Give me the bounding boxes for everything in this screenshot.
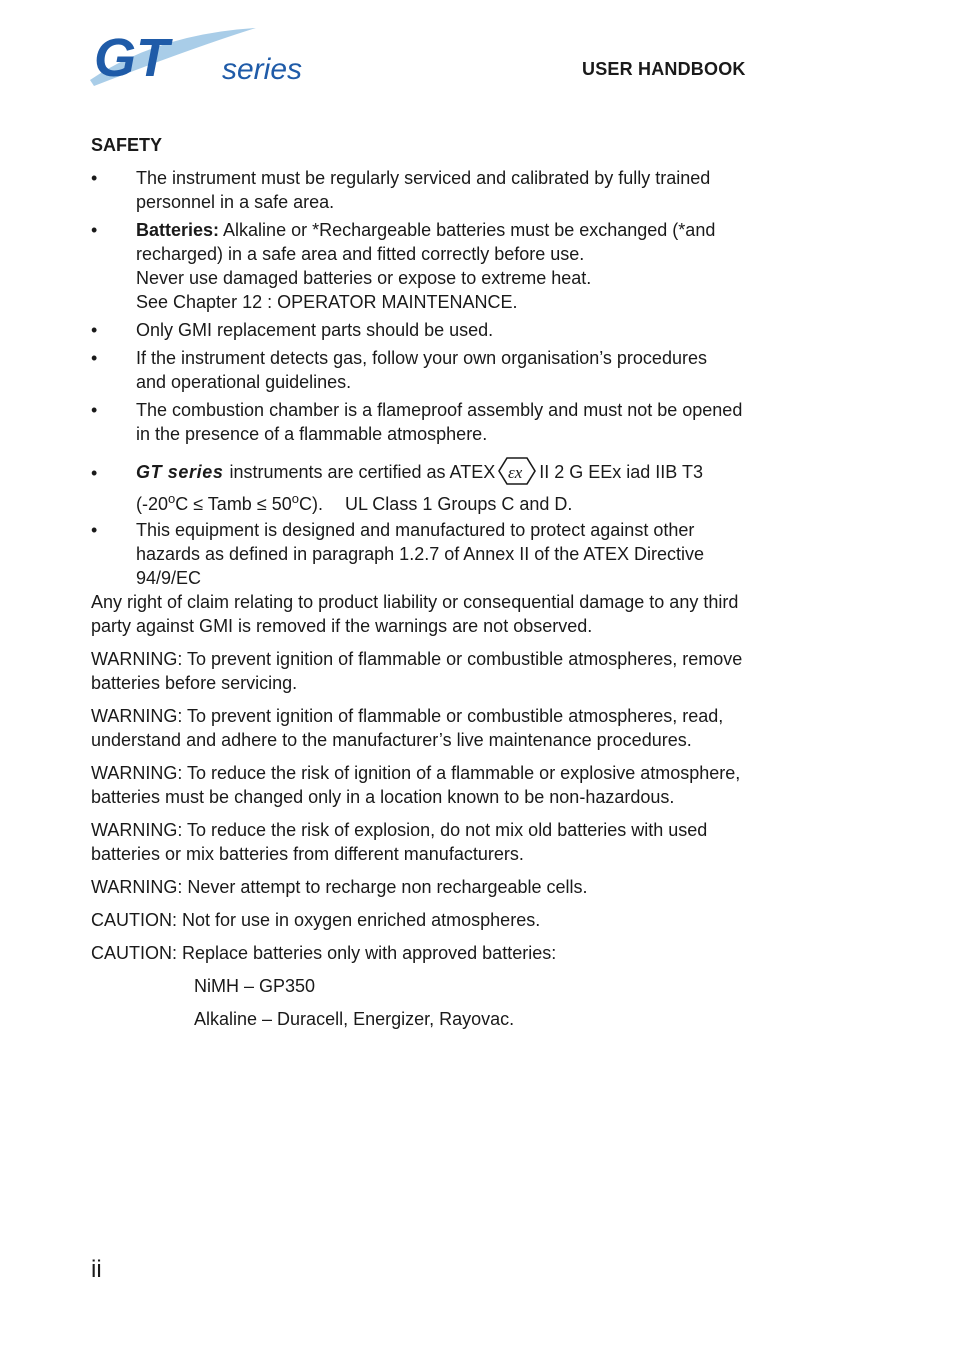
- bullet-icon: •: [91, 168, 98, 188]
- warning-recharge: [91, 875, 759, 899]
- bullet-item-combustion-chamber: [91, 398, 759, 446]
- bullet-icon: •: [91, 400, 98, 420]
- bullet-line: and operational guidelines.: [136, 372, 352, 392]
- paragraph-line: CAUTION: Not for use in oxygen enriched atmospheres.: [91, 910, 541, 930]
- bullet-icon: •: [91, 463, 98, 483]
- paragraph-line: understand and adhere to the manufacturer’s live maintenance procedures.: [91, 730, 692, 750]
- paragraph-line: WARNING: To prevent ignition of flammable or combustible atmospheres, read,: [91, 706, 724, 726]
- warning-mixing-batteries: [91, 818, 759, 866]
- section-title: SAFETY: [91, 135, 163, 155]
- caution-oxygen: [91, 908, 759, 932]
- bullet-line: This equipment is designed and manufactured to protect against other: [136, 520, 695, 540]
- paragraph-line: CAUTION: Replace batteries only with approved batteries:: [91, 943, 557, 963]
- caution-approved-batteries: [91, 941, 759, 965]
- warning-non-hazardous-location: [91, 761, 759, 809]
- bullet-line: The combustion chamber is a flameproof assembly and must not be opened: [136, 400, 743, 420]
- batteries-text: Alkaline or *Rechargeable batteries must be exchanged (*and: [219, 220, 716, 240]
- atex-class-text: II 2 G EEx iad IIB T3: [539, 462, 703, 482]
- degree-sign: o: [291, 491, 299, 506]
- bullet-line: hazards as defined in paragraph 1.2.7 of Annex II of the ATEX Directive: [136, 544, 705, 564]
- batteries-label: Batteries:: [136, 220, 220, 240]
- bullet-line: Never use damaged batteries or expose to extreme heat.: [136, 268, 592, 288]
- bullet-line: [136, 218, 759, 242]
- safety-content: [91, 166, 759, 1040]
- bullet-line: See Chapter 12 : OPERATOR MAINTENANCE.: [136, 292, 518, 312]
- paragraph-line: WARNING: To reduce the risk of ignition of a flammable or explosive atmosphere,: [91, 763, 741, 783]
- header-title: USER HANDBOOK: [582, 59, 746, 79]
- bullet-line: personnel in a safe area.: [136, 192, 335, 212]
- paragraph-line: batteries before servicing.: [91, 673, 298, 693]
- temp-range-a: (-20: [136, 494, 169, 514]
- paragraph-line: batteries or mix batteries from different manufacturers.: [91, 844, 524, 864]
- bullet-icon: •: [91, 520, 98, 540]
- temp-range-c: C).: [298, 494, 323, 514]
- bullet-item-servicing: [91, 166, 759, 214]
- ul-class-text: UL Class 1 Groups C and D.: [344, 494, 573, 514]
- warning-remove-batteries: [91, 647, 759, 695]
- gt-series-brand: GT series: [136, 462, 224, 482]
- bullet-item-certification: [91, 456, 759, 516]
- bullet-item-atex-directive: [91, 518, 759, 590]
- paragraph-line: WARNING: Never attempt to recharge non rechargeable cells.: [91, 877, 588, 897]
- paragraph-line: WARNING: To reduce the risk of explosion, do not mix old batteries with used: [91, 820, 708, 840]
- svg-text:εx: εx: [508, 463, 523, 482]
- bullet-line: If the instrument detects gas, follow your own organisation’s procedures: [136, 348, 707, 368]
- gt-series-logo: [88, 24, 318, 90]
- paragraph-line: party against GMI is removed if the warnings are not observed.: [91, 616, 593, 636]
- logo-gt-text: GT: [94, 28, 169, 88]
- paragraph-line: WARNING: To prevent ignition of flammable or combustible atmospheres, remove: [91, 649, 743, 669]
- paragraph-line: Any right of claim relating to product liability or consequential damage to any third: [91, 592, 739, 612]
- bullet-icon: •: [91, 220, 98, 240]
- page-number: ii: [91, 1256, 102, 1283]
- bullet-item-replacement-parts: [91, 318, 759, 342]
- bullet-item-batteries: [91, 218, 759, 314]
- bullet-icon: •: [91, 320, 98, 340]
- paragraph-line: batteries must be changed only in a location known to be non-hazardous.: [91, 787, 675, 807]
- ex-hexagon-icon: [497, 456, 537, 486]
- bullet-line: [136, 487, 759, 516]
- bullet-line: in the presence of a flammable atmosphere.: [136, 424, 488, 444]
- bullet-line: [136, 456, 759, 487]
- degree-sign: o: [168, 491, 176, 506]
- battery-type-alkaline: Alkaline – Duracell, Energizer, Rayovac.: [194, 1009, 515, 1029]
- liability-paragraph: [91, 590, 759, 638]
- bullet-line: The instrument must be regularly serviced and calibrated by fully trained: [136, 168, 711, 188]
- temp-range-b: C ≤ Tamb ≤ 50: [175, 494, 292, 514]
- logo-series-text: series: [222, 53, 303, 86]
- certified-text: instruments are certified as ATEX: [229, 462, 496, 482]
- bullet-line: Only GMI replacement parts should be used.: [136, 320, 494, 340]
- battery-type-nimh: NiMH – GP350: [194, 976, 316, 996]
- bullet-icon: •: [91, 348, 98, 368]
- bullet-line: recharged) in a safe area and fitted correctly before use.: [136, 244, 585, 264]
- bullet-item-gas-detection: [91, 346, 759, 394]
- bullet-line: 94/9/EC: [136, 568, 202, 588]
- safety-bullet-list: [91, 166, 759, 590]
- warning-live-maintenance: [91, 704, 759, 752]
